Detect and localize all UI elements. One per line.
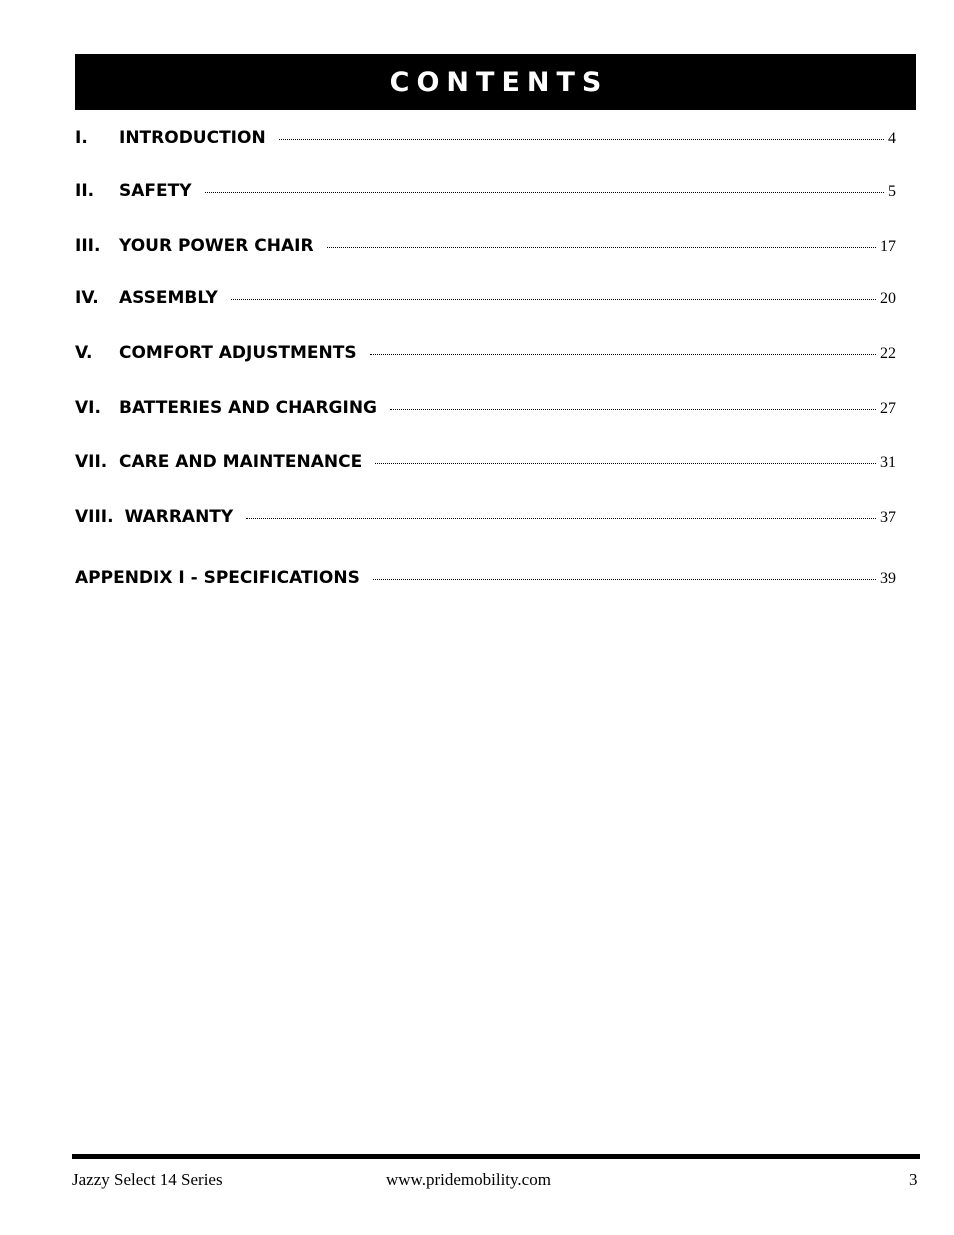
footer-website: www.pridemobility.com (386, 1170, 551, 1189)
toc-leader-dots (231, 298, 876, 300)
toc-title: CARE AND MAINTENANCE (119, 452, 363, 472)
toc-number: VI. (75, 398, 101, 418)
toc-entry-batteries-and-charging[interactable] (75, 398, 896, 422)
toc-number: V. (75, 343, 93, 363)
toc-number: III. (75, 236, 101, 256)
toc-page-number: 22 (880, 345, 896, 362)
toc-leader-dots (390, 408, 876, 410)
toc-title: APPENDIX I - SPECIFICATIONS (75, 568, 360, 588)
toc-entry-safety[interactable] (75, 181, 896, 205)
toc-entry-comfort-adjustments[interactable] (75, 343, 896, 367)
contents-header-bar (75, 54, 916, 110)
toc-page-number: 31 (880, 454, 896, 471)
toc-leader-dots (375, 462, 876, 464)
toc-entry-care-and-maintenance[interactable] (75, 452, 896, 476)
toc-title: INTRODUCTION (119, 128, 266, 148)
toc-entry-introduction[interactable] (75, 128, 896, 152)
page-title: CONTENTS (389, 66, 609, 98)
toc-page-number: 4 (888, 130, 896, 147)
toc-page-number: 5 (888, 183, 896, 200)
toc-leader-dots (370, 353, 876, 355)
toc-title: ASSEMBLY (119, 288, 218, 308)
toc-title: COMFORT ADJUSTMENTS (119, 343, 357, 363)
toc-leader-dots (373, 578, 876, 580)
toc-title: SAFETY (119, 181, 192, 201)
footer-document-title: Jazzy Select 14 Series (72, 1170, 223, 1189)
toc-page-number: 27 (880, 400, 896, 417)
toc-leader-dots (246, 517, 876, 519)
toc-page-number: 37 (880, 509, 896, 526)
toc-number: VII. (75, 452, 108, 472)
toc-title: YOUR POWER CHAIR (119, 236, 314, 256)
toc-page-number: 17 (880, 238, 896, 255)
toc-number: I. (75, 128, 88, 148)
toc-entry-assembly[interactable] (75, 288, 896, 312)
toc-number: IV. (75, 288, 99, 308)
toc-entry-appendix-specifications[interactable] (75, 568, 896, 592)
toc-title: WARRANTY (124, 507, 234, 527)
toc-page-number: 39 (880, 570, 896, 587)
toc-number: II. (75, 181, 95, 201)
footer-rule (72, 1154, 920, 1159)
toc-number: VIII. (75, 507, 114, 527)
toc-title: BATTERIES AND CHARGING (119, 398, 378, 418)
toc-leader-dots (327, 246, 876, 248)
toc-entry-warranty[interactable] (75, 507, 896, 531)
footer-page-number: 3 (909, 1170, 918, 1189)
toc-leader-dots (279, 138, 884, 140)
toc-entry-your-power-chair[interactable] (75, 236, 896, 260)
toc-page-number: 20 (880, 290, 896, 307)
toc-leader-dots (205, 191, 884, 193)
